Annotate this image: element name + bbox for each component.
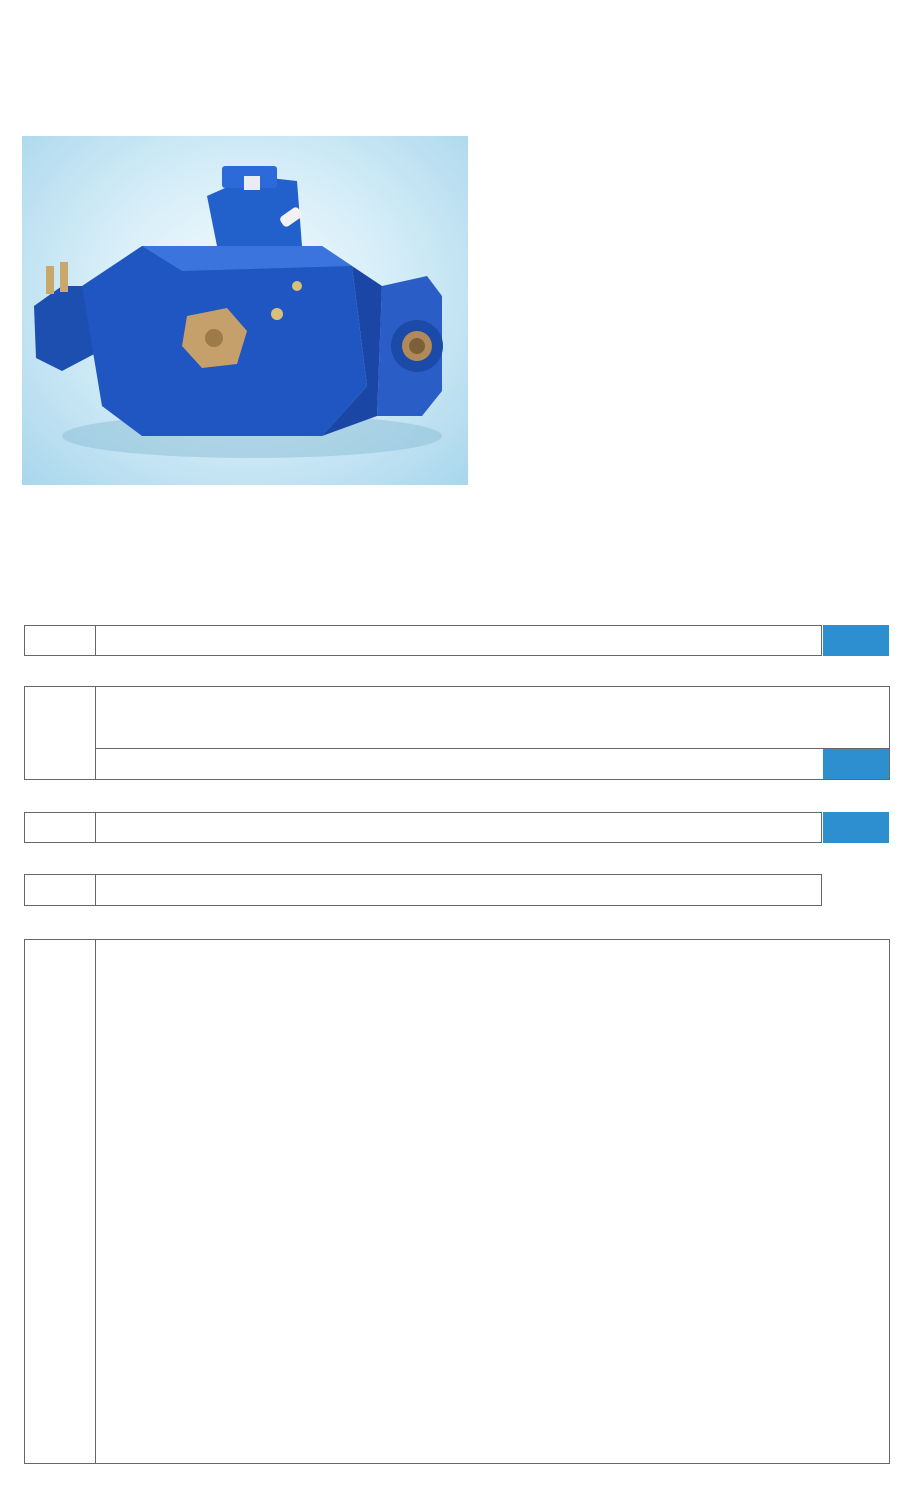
pump-photo (22, 136, 468, 485)
axial-num (24, 625, 95, 656)
operation-heading (24, 786, 36, 806)
operation-desc (106, 812, 117, 843)
operation-num (24, 812, 95, 843)
control-num (24, 939, 95, 1464)
charging-num (24, 686, 95, 780)
charging-code (823, 749, 889, 779)
axial-code (823, 625, 889, 656)
operation-table (24, 812, 822, 843)
size-num (24, 874, 95, 906)
charging-table (24, 686, 890, 780)
axial-heading (24, 599, 36, 619)
control-heading (24, 913, 36, 933)
size-desc (106, 874, 117, 906)
charging-heading (24, 661, 36, 681)
pump-illustration (22, 136, 468, 485)
size-table (24, 874, 822, 906)
axial-table (24, 625, 822, 656)
charging-row2-label (106, 750, 117, 780)
axial-desc (106, 625, 117, 656)
size-heading (24, 848, 36, 868)
control-table (24, 939, 890, 1464)
operation-code (823, 812, 889, 843)
type-code-heading (24, 506, 36, 526)
